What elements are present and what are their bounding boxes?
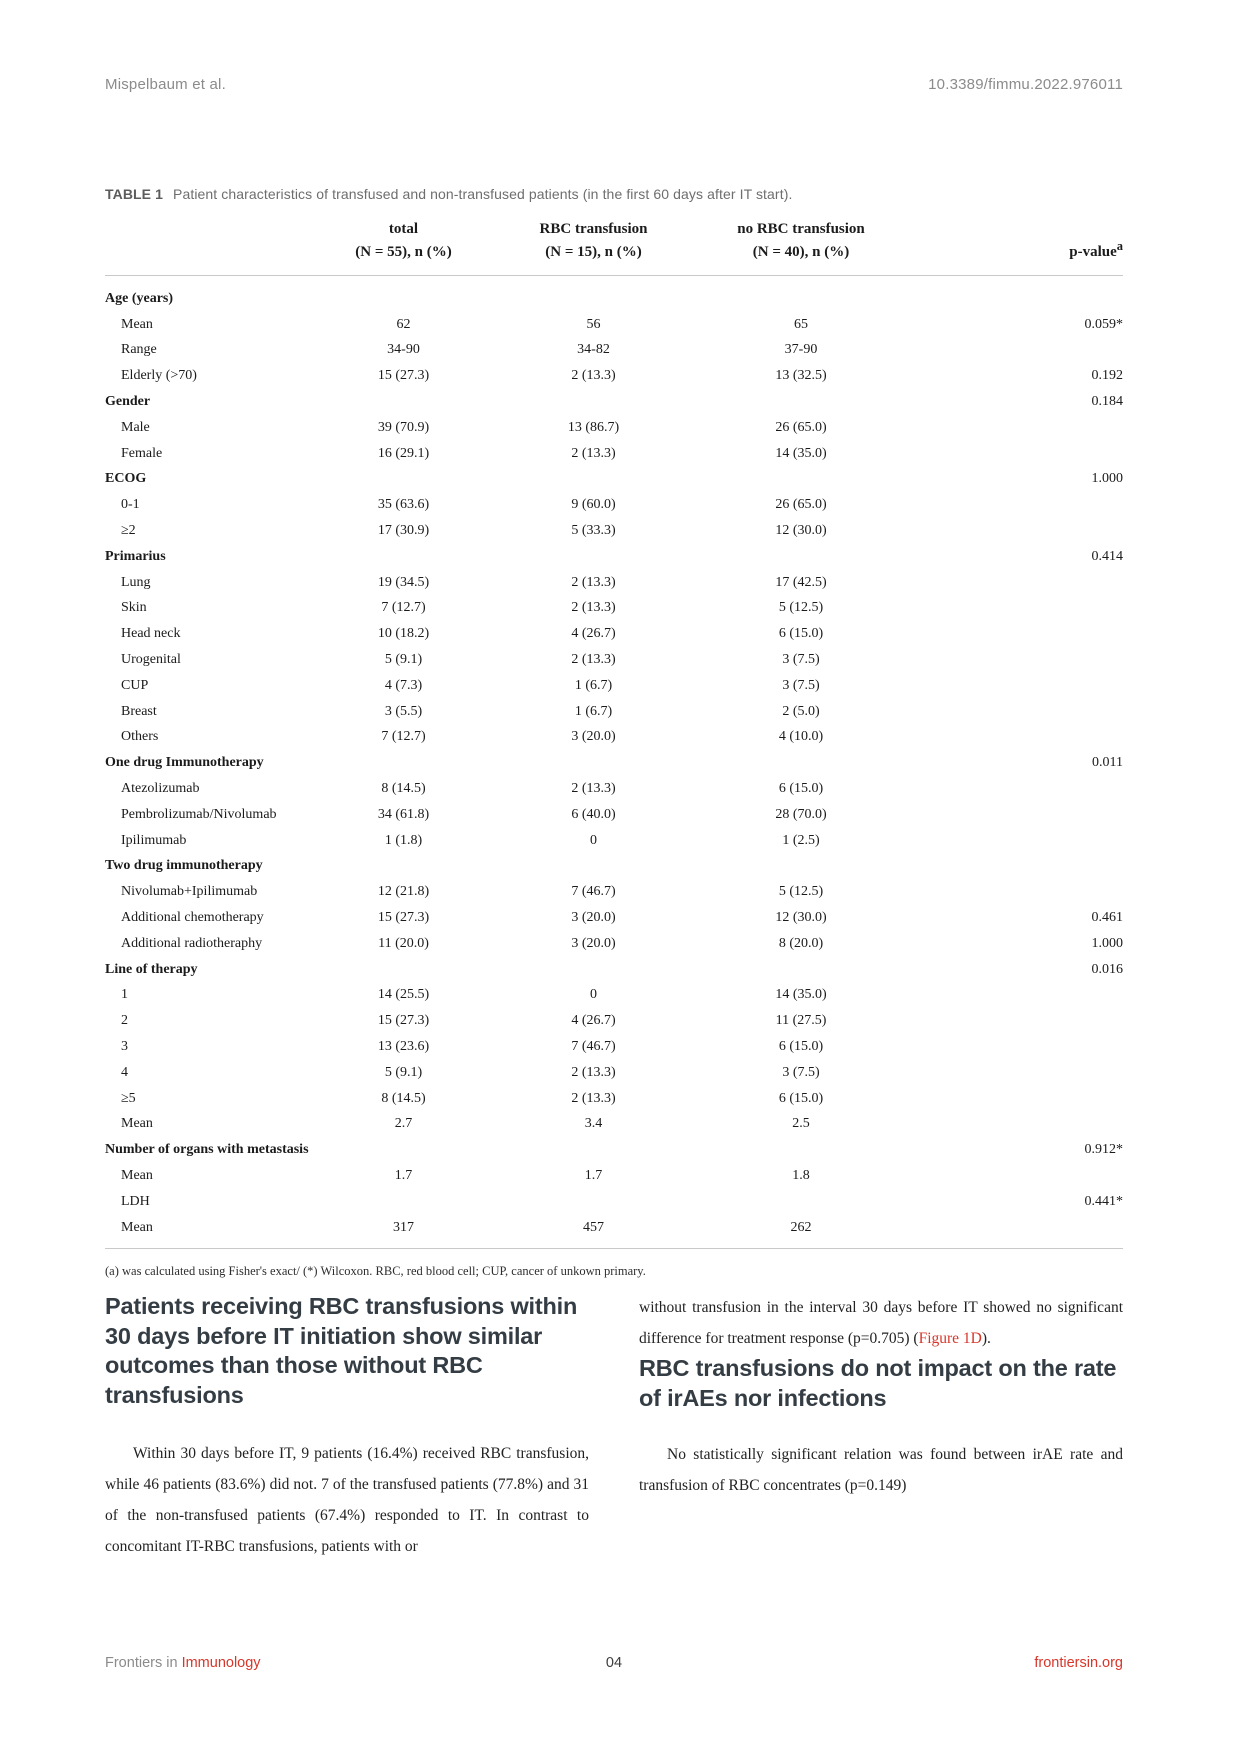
p-value-cell <box>914 570 1123 596</box>
value-cell: 317 <box>393 1219 415 1235</box>
section-heading-irae: RBC transfusions do not impact on the rate of irAEs nor infections <box>639 1355 1117 1411</box>
value-cell: 3 (20.0) <box>571 935 616 951</box>
p-value-cell <box>914 1008 1123 1034</box>
row-label: Breast <box>121 703 157 719</box>
value-cell: 13 (32.5) <box>775 368 827 384</box>
table-row <box>105 415 1123 441</box>
value-cell <box>499 957 689 983</box>
p-value-cell: 1.000 <box>1091 935 1123 951</box>
value-cell <box>499 1189 689 1215</box>
row-category-label: One drug Immunotherapy <box>105 755 264 771</box>
row-label: 3 <box>121 1039 128 1054</box>
table-row <box>105 957 1123 983</box>
value-cell: 1 (1.8) <box>384 832 423 848</box>
p-value-cell <box>914 802 1123 828</box>
value-cell <box>309 750 499 776</box>
value-cell: 6 (15.0) <box>778 1090 824 1106</box>
value-cell: 262 <box>790 1219 812 1235</box>
value-cell <box>689 1137 914 1163</box>
value-cell: 19 (34.5) <box>377 574 430 590</box>
table-row <box>105 389 1123 415</box>
table-row <box>105 312 1123 338</box>
value-cell <box>309 544 499 570</box>
row-label: Ipilimumab <box>121 832 187 848</box>
value-cell: 5 (9.1) <box>384 652 423 668</box>
table-row <box>105 905 1123 931</box>
left-column <box>105 1292 589 1562</box>
p-value-cell: 0.011 <box>1092 755 1123 771</box>
value-cell <box>689 276 914 312</box>
running-author: Mispelbaum et al. <box>105 76 226 93</box>
table-row <box>105 983 1123 1009</box>
value-cell: 6 (15.0) <box>778 1039 824 1054</box>
p-value-cell <box>914 621 1123 647</box>
value-cell: 1 (2.5) <box>782 832 820 848</box>
value-cell <box>689 544 914 570</box>
value-cell: 2.7 <box>394 1116 413 1132</box>
value-cell <box>689 854 914 880</box>
table-row <box>105 1137 1123 1163</box>
page-number: 04 <box>605 1655 623 1671</box>
table-row <box>105 725 1123 751</box>
value-cell <box>309 854 499 880</box>
table-row <box>105 673 1123 699</box>
value-cell: 26 (65.0) <box>775 419 827 435</box>
table-row <box>105 570 1123 596</box>
table-footnote: (a) was calculated using Fisher's exact/ (*) Wilcoxon. RBC, red blood cell; CUP, cancer of unkown primary. <box>105 1264 646 1279</box>
value-cell: 26 (65.0) <box>775 497 827 513</box>
value-cell: 1.8 <box>792 1167 810 1183</box>
p-value-cell <box>914 492 1123 518</box>
row-category-label: ECOG <box>105 471 147 487</box>
value-cell: 5 (33.3) <box>571 523 616 539</box>
value-cell <box>689 750 914 776</box>
p-value-cell <box>914 518 1123 544</box>
section-heading-transfusion-outcomes: Patients receiving RBC transfusions within 30 days before IT initiation show similar outcomes than those without RBC transfusions <box>105 1293 578 1408</box>
value-cell: 3 (20.0) <box>571 910 616 926</box>
table-row <box>105 931 1123 957</box>
row-label: Elderly (>70) <box>121 368 197 384</box>
footer-journal-name[interactable]: Immunology <box>181 1655 261 1671</box>
value-cell: 8 (14.5) <box>381 1090 426 1106</box>
value-cell: 4 (10.0) <box>778 729 824 745</box>
p-value-cell: 0.461 <box>1091 910 1123 926</box>
doi-text: 10.3389/fimmu.2022.976011 <box>928 76 1123 93</box>
p-value-cell <box>914 699 1123 725</box>
table-row <box>105 1163 1123 1189</box>
value-cell: 4 (7.3) <box>384 677 423 693</box>
value-cell: 34-82 <box>577 342 610 358</box>
p-value-cell <box>914 983 1123 1009</box>
value-cell: 14 (35.0) <box>775 445 827 461</box>
value-cell: 2 (13.3) <box>571 574 616 590</box>
value-cell: 12 (21.8) <box>377 884 430 900</box>
table-row <box>105 467 1123 493</box>
value-cell <box>499 276 689 312</box>
value-cell: 14 (35.0) <box>775 987 827 1003</box>
table-row <box>105 1112 1123 1138</box>
value-cell <box>309 276 499 312</box>
table-caption <box>105 186 1123 202</box>
value-cell: 0 <box>590 832 598 848</box>
table-header <box>105 218 1123 276</box>
right-column <box>639 1292 1123 1562</box>
p-value-cell <box>914 673 1123 699</box>
value-cell <box>499 1137 689 1163</box>
value-cell <box>689 1189 914 1215</box>
p-value-cell: 0.059* <box>1084 316 1123 332</box>
left-column-paragraph: Within 30 days before IT, 9 patients (16.4%) received RBC transfusion, while 46 patients (83.6%) did not. 7 of the transfused patients (77.8%) and 31 of the non-transfused patients (67.4%) responded to IT. In contrast to concomitant IT-RBC transfusions, patients with or <box>105 1445 589 1556</box>
table-row <box>105 338 1123 364</box>
p-value-cell: 0.414 <box>1091 548 1123 564</box>
running-header <box>105 76 1123 93</box>
value-cell: 2 (13.3) <box>571 445 616 461</box>
table-row <box>105 1008 1123 1034</box>
table-row <box>105 441 1123 467</box>
value-cell: 10 (18.2) <box>377 626 430 642</box>
value-cell <box>309 467 499 493</box>
row-category-label: Gender <box>105 394 151 410</box>
row-category-label: Two drug immunotherapy <box>105 858 263 874</box>
value-cell: 1 (6.7) <box>574 677 613 693</box>
row-category-label: Line of therapy <box>105 961 198 977</box>
table-row <box>105 1189 1123 1215</box>
row-label: Range <box>121 342 157 358</box>
row-label: Urogenital <box>121 652 181 668</box>
row-label: 2 <box>121 1013 128 1029</box>
p-value-cell <box>914 1112 1123 1138</box>
table-row <box>105 776 1123 802</box>
row-label: ≥5 <box>121 1090 136 1106</box>
table-row <box>105 750 1123 776</box>
p-value-cell <box>914 1086 1123 1112</box>
value-cell: 16 (29.1) <box>377 445 430 461</box>
value-cell: 35 (63.6) <box>377 497 430 513</box>
value-cell: 15 (27.3) <box>377 368 430 384</box>
value-cell: 0 <box>590 987 598 1003</box>
value-cell <box>689 389 914 415</box>
value-cell: 14 (25.5) <box>377 987 430 1003</box>
row-category-label: Primarius <box>105 548 166 564</box>
value-cell: 4 (26.7) <box>571 626 616 642</box>
value-cell: 1.7 <box>584 1167 603 1183</box>
value-cell: 56 <box>586 316 601 332</box>
value-cell: 2 (13.3) <box>571 600 616 616</box>
value-cell: 3 (7.5) <box>782 1064 820 1080</box>
row-label: CUP <box>121 677 149 693</box>
row-label: Lung <box>121 574 151 590</box>
p-value-cell: 1.000 <box>1091 471 1123 487</box>
p-value-cell: 0.184 <box>1091 394 1123 410</box>
table-row <box>105 363 1123 389</box>
value-cell <box>309 389 499 415</box>
patient-characteristics-table <box>105 218 1123 1249</box>
value-cell: 457 <box>583 1219 605 1235</box>
table-row <box>105 854 1123 880</box>
value-cell: 12 (30.0) <box>775 910 827 926</box>
footer-journal: Frontiers in Immunology <box>105 1655 261 1671</box>
value-cell: 4 (26.7) <box>571 1013 616 1029</box>
value-cell: 17 (30.9) <box>377 523 430 539</box>
value-cell <box>309 1189 499 1215</box>
row-label: Additional radiotheraphy <box>121 935 263 951</box>
table-row <box>105 699 1123 725</box>
value-cell <box>499 750 689 776</box>
table-row <box>105 276 1123 312</box>
value-cell: 12 (30.0) <box>775 523 827 539</box>
value-cell: 3 (7.5) <box>782 652 820 668</box>
row-label: ≥2 <box>121 523 136 539</box>
value-cell: 28 (70.0) <box>775 806 827 822</box>
row-category-label: Age (years) <box>105 290 174 306</box>
table-row <box>105 1060 1123 1086</box>
p-value-cell <box>914 596 1123 622</box>
value-cell: 5 (12.5) <box>778 884 824 900</box>
p-value-cell <box>914 1060 1123 1086</box>
value-cell: 11 (20.0) <box>378 935 429 951</box>
row-label: Pembrolizumab/Nivolumab <box>121 806 277 822</box>
pvalue-footnote-marker: a <box>1116 238 1123 253</box>
value-cell: 5 (12.5) <box>778 600 824 616</box>
value-cell: 5 (9.1) <box>384 1064 423 1080</box>
p-value-cell: 0.016 <box>1091 961 1123 977</box>
value-cell <box>499 544 689 570</box>
value-cell: 2.5 <box>792 1116 810 1132</box>
value-cell: 37-90 <box>784 342 818 358</box>
value-cell: 17 (42.5) <box>775 574 827 590</box>
col-header-empty <box>105 218 309 276</box>
row-label: Atezolizumab <box>121 781 200 797</box>
table-row <box>105 879 1123 905</box>
table-row <box>105 828 1123 854</box>
value-cell: 13 (23.6) <box>377 1039 430 1054</box>
row-label: Others <box>121 729 159 745</box>
p-value-cell <box>914 415 1123 441</box>
table-row <box>105 621 1123 647</box>
value-cell: 2 (5.0) <box>782 703 820 719</box>
figure-1d-link[interactable]: Figure 1D <box>918 1330 982 1347</box>
p-value-cell <box>914 776 1123 802</box>
value-cell <box>499 854 689 880</box>
p-value-cell <box>914 828 1123 854</box>
table-row <box>105 1034 1123 1060</box>
value-cell: 3.4 <box>584 1116 603 1132</box>
table-row <box>105 1215 1123 1249</box>
value-cell: 1 (6.7) <box>574 703 613 719</box>
value-cell: 1.7 <box>394 1167 413 1183</box>
value-cell: 62 <box>396 316 411 332</box>
col-header-norbc: no RBC transfusion (N = 40), n (%) <box>737 221 865 260</box>
table-row <box>105 492 1123 518</box>
value-cell: 2 (13.3) <box>571 652 616 668</box>
p-value-cell <box>914 338 1123 364</box>
value-cell <box>499 467 689 493</box>
p-value-cell: 0.912* <box>1084 1142 1123 1158</box>
table-caption-text: Patient characteristics of transfused and non-transfused patients (in the first 60 days after IT start). <box>173 186 793 202</box>
p-value-cell <box>914 879 1123 905</box>
table-label: TABLE 1 <box>105 186 163 202</box>
table-block <box>105 186 1123 1279</box>
value-cell: 7 (46.7) <box>571 884 616 900</box>
p-value-cell <box>914 276 1123 312</box>
value-cell: 15 (27.3) <box>377 910 430 926</box>
p-value-cell <box>914 1215 1123 1249</box>
value-cell: 3 (20.0) <box>571 729 616 745</box>
value-cell: 39 (70.9) <box>377 419 430 435</box>
value-cell <box>499 389 689 415</box>
row-label: Mean <box>121 1219 153 1235</box>
row-label: 0-1 <box>121 497 140 513</box>
table-body <box>105 276 1123 1249</box>
p-value-cell <box>914 1034 1123 1060</box>
row-label: Mean <box>121 316 153 332</box>
table-row <box>105 596 1123 622</box>
value-cell: 6 (15.0) <box>778 626 824 642</box>
value-cell: 8 (20.0) <box>778 935 824 951</box>
value-cell: 34 (61.8) <box>377 806 430 822</box>
row-label: 1 <box>121 987 128 1003</box>
col-header-total: total (N = 55), n (%) <box>355 221 452 260</box>
table-row <box>105 518 1123 544</box>
value-cell: 7 (12.7) <box>381 729 426 745</box>
row-label: Female <box>121 445 163 461</box>
value-cell: 6 (15.0) <box>778 781 824 797</box>
body-text-columns <box>105 1292 1123 1562</box>
value-cell <box>689 467 914 493</box>
p-value-cell <box>914 725 1123 751</box>
value-cell: 13 (86.7) <box>567 419 620 435</box>
row-label: LDH <box>121 1193 150 1209</box>
value-cell: 3 (7.5) <box>782 677 820 693</box>
value-cell: 2 (13.3) <box>571 1090 616 1106</box>
right-column-continuation-paragraph: without transfusion in the interval 30 days before IT showed no significant difference for treatment response (p=0.705) (Figure 1D). <box>639 1299 1123 1347</box>
value-cell <box>689 957 914 983</box>
value-cell: 15 (27.3) <box>377 1013 430 1029</box>
value-cell: 2 (13.3) <box>571 781 616 797</box>
col-header-rbc: RBC transfusion (N = 15), n (%) <box>539 221 648 260</box>
value-cell: 7 (12.7) <box>381 600 426 616</box>
row-label: Head neck <box>121 626 181 642</box>
table-row <box>105 802 1123 828</box>
value-cell: 65 <box>794 316 809 332</box>
value-cell: 9 (60.0) <box>571 497 616 513</box>
value-cell: 11 (27.5) <box>775 1013 827 1029</box>
value-cell <box>309 1137 499 1163</box>
value-cell: 6 (40.0) <box>571 806 616 822</box>
row-label: Mean <box>121 1167 153 1183</box>
table-row <box>105 1086 1123 1112</box>
p-value-cell: 0.441* <box>1084 1193 1123 1209</box>
p-value-cell: 0.192 <box>1091 368 1123 384</box>
table-row <box>105 647 1123 673</box>
p-value-cell <box>914 647 1123 673</box>
row-label: Skin <box>121 600 147 616</box>
row-label: Additional chemotherapy <box>121 910 264 926</box>
right-column-paragraph: No statistically significant relation was found between irAE rate and transfusion of RBC concentrates (p=0.149) <box>639 1446 1123 1495</box>
value-cell: 3 (5.5) <box>384 703 423 719</box>
p-value-cell <box>914 854 1123 880</box>
value-cell <box>309 957 499 983</box>
row-label: Nivolumab+Ipilimumab <box>121 884 258 900</box>
table-row <box>105 544 1123 570</box>
value-cell: 8 (14.5) <box>381 781 426 797</box>
value-cell: 34-90 <box>387 342 420 358</box>
value-cell: 7 (46.7) <box>571 1039 616 1054</box>
row-label: 4 <box>121 1064 128 1080</box>
value-cell: 2 (13.3) <box>571 1064 616 1080</box>
value-cell: 2 (13.3) <box>571 368 616 384</box>
row-label: Male <box>121 419 150 435</box>
row-category-label: Number of organs with metastasis <box>105 1142 309 1158</box>
p-value-cell <box>914 441 1123 467</box>
footer-site-link[interactable]: frontiersin.org <box>1034 1655 1123 1671</box>
col-header-pvalue: p-value$^a$ <box>1069 238 1123 260</box>
row-label: Mean <box>121 1116 153 1132</box>
p-value-cell <box>914 1163 1123 1189</box>
